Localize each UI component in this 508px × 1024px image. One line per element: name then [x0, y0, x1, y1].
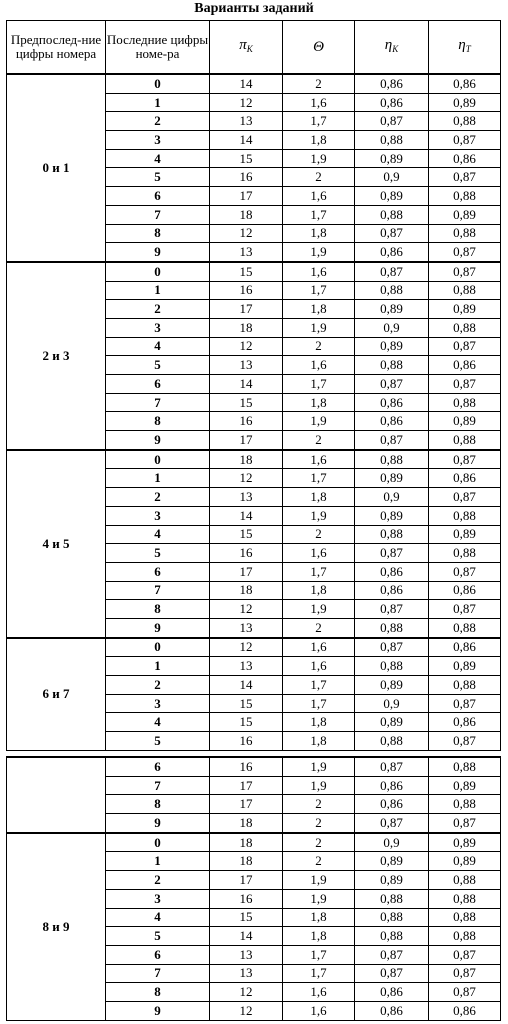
- theta-cell: 1,8: [283, 393, 355, 412]
- theta-cell: 1,9: [283, 889, 355, 908]
- eta-t-cell: 0,86: [429, 356, 501, 375]
- pi-k-cell: 15: [210, 149, 283, 168]
- pi-k-cell: 17: [210, 431, 283, 450]
- pi-k-cell: 17: [210, 187, 283, 206]
- eta-t-cell: 0,88: [429, 318, 501, 337]
- eta-k-cell: 0,89: [355, 187, 429, 206]
- pi-k-cell: 18: [210, 205, 283, 224]
- pi-k-cell: 15: [210, 694, 283, 713]
- header-last-digits: Последние цифры номе-ра: [106, 21, 210, 75]
- eta-k-cell: 0,86: [355, 1001, 429, 1020]
- theta-cell: 1,9: [283, 149, 355, 168]
- group-label-cell: 8 и 9: [7, 833, 106, 1020]
- last-digit-cell: 2: [106, 871, 210, 890]
- last-digit-cell: 9: [106, 431, 210, 450]
- pi-k-cell: 17: [210, 776, 283, 795]
- table-row: [7, 638, 501, 657]
- last-digit-cell: 0: [106, 638, 210, 657]
- pi-k-cell: 16: [210, 412, 283, 431]
- eta-k-cell: 0,88: [355, 281, 429, 300]
- theta-cell: 1,6: [283, 262, 355, 281]
- eta-t-cell: 0,86: [429, 469, 501, 488]
- eta-k-cell: 0,87: [355, 224, 429, 243]
- last-digit-cell: 9: [106, 1001, 210, 1020]
- page-title: Варианты заданий: [194, 1, 314, 16]
- pi-k-cell: 12: [210, 1001, 283, 1020]
- last-digit-cell: 7: [106, 581, 210, 600]
- eta-t-cell: 0,88: [429, 757, 501, 776]
- pi-k-cell: 16: [210, 757, 283, 776]
- eta-k-cell: 0,88: [355, 657, 429, 676]
- eta-k-cell: 0,89: [355, 506, 429, 525]
- theta-cell: 2: [283, 795, 355, 814]
- eta-k-cell: 0,88: [355, 732, 429, 751]
- eta-k-cell: 0,9: [355, 694, 429, 713]
- last-digit-cell: 1: [106, 852, 210, 871]
- theta-cell: 1,8: [283, 300, 355, 319]
- eta-t-cell: 0,88: [429, 393, 501, 412]
- eta-k-cell: 0,86: [355, 562, 429, 581]
- last-digit-cell: 2: [106, 300, 210, 319]
- pi-k-cell: 14: [210, 927, 283, 946]
- pi-k-cell: 12: [210, 638, 283, 657]
- theta-cell: 1,7: [283, 694, 355, 713]
- theta-cell: 1,7: [283, 562, 355, 581]
- pi-k-cell: 14: [210, 506, 283, 525]
- eta-t-cell: 0,87: [429, 562, 501, 581]
- eta-k-cell: 0,87: [355, 757, 429, 776]
- last-digit-cell: 0: [106, 833, 210, 852]
- pi-k-cell: 12: [210, 469, 283, 488]
- eta-k-cell: 0,88: [355, 450, 429, 469]
- eta-k-cell: 0,88: [355, 927, 429, 946]
- pi-k-cell: 17: [210, 795, 283, 814]
- eta-k-cell: 0,87: [355, 262, 429, 281]
- theta-cell: 1,9: [283, 757, 355, 776]
- last-digit-cell: 3: [106, 694, 210, 713]
- eta-t-cell: 0,89: [429, 833, 501, 852]
- header-pi-k: $\pi_K$: [210, 21, 283, 75]
- pi-k-cell: 12: [210, 224, 283, 243]
- last-digit-cell: 1: [106, 281, 210, 300]
- last-digit-cell: 2: [106, 488, 210, 507]
- eta-t-cell: 0,88: [429, 795, 501, 814]
- table-row: [7, 833, 501, 852]
- header-eta-t: $\eta_T$: [429, 21, 501, 75]
- theta-cell: 2: [283, 168, 355, 187]
- group-label-cell: 0 и 1: [7, 74, 106, 262]
- last-digit-cell: 8: [106, 983, 210, 1002]
- eta-t-cell: 0,89: [429, 412, 501, 431]
- eta-k-cell: 0,87: [355, 945, 429, 964]
- eta-t-cell: 0,89: [429, 205, 501, 224]
- theta-cell: 1,8: [283, 131, 355, 150]
- pi-k-cell: 12: [210, 983, 283, 1002]
- eta-k-cell: 0,86: [355, 243, 429, 262]
- theta-cell: 2: [283, 74, 355, 93]
- eta-t-cell: 0,87: [429, 964, 501, 983]
- eta-k-cell: 0,89: [355, 469, 429, 488]
- pi-k-cell: 18: [210, 852, 283, 871]
- group-label-cell: 6 и 7: [7, 638, 106, 751]
- last-digit-cell: 0: [106, 262, 210, 281]
- last-digit-cell: 8: [106, 795, 210, 814]
- eta-k-cell: 0,86: [355, 776, 429, 795]
- theta-cell: 1,9: [283, 412, 355, 431]
- last-digit-cell: 7: [106, 205, 210, 224]
- theta-cell: 2: [283, 431, 355, 450]
- table-row: [7, 262, 501, 281]
- eta-t-cell: 0,88: [429, 618, 501, 637]
- pi-k-cell: 13: [210, 945, 283, 964]
- eta-t-cell: 0,87: [429, 600, 501, 619]
- table-row: [7, 757, 501, 776]
- eta-k-cell: 0,88: [355, 205, 429, 224]
- eta-t-cell: 0,89: [429, 657, 501, 676]
- last-digit-cell: 9: [106, 618, 210, 637]
- eta-k-cell: 0,87: [355, 431, 429, 450]
- eta-t-cell: 0,87: [429, 168, 501, 187]
- pi-k-cell: 13: [210, 243, 283, 262]
- table-row: [7, 74, 501, 93]
- last-digit-cell: 9: [106, 814, 210, 833]
- theta-cell: 1,9: [283, 318, 355, 337]
- theta-cell: 1,8: [283, 732, 355, 751]
- header-penultimate-digits: Предпослед-ние цифры номера: [7, 21, 106, 75]
- group-label-cell: 4 и 5: [7, 450, 106, 638]
- last-digit-cell: 9: [106, 243, 210, 262]
- theta-cell: 1,6: [283, 93, 355, 112]
- theta-cell: 1,6: [283, 983, 355, 1002]
- eta-t-cell: 0,89: [429, 852, 501, 871]
- last-digit-cell: 2: [106, 112, 210, 131]
- theta-cell: 2: [283, 618, 355, 637]
- pi-k-cell: 13: [210, 356, 283, 375]
- last-digit-cell: 4: [106, 525, 210, 544]
- pi-k-cell: 15: [210, 908, 283, 927]
- theta-cell: 2: [283, 833, 355, 852]
- pi-k-cell: 18: [210, 581, 283, 600]
- eta-t-cell: 0,88: [429, 224, 501, 243]
- eta-k-cell: 0,87: [355, 638, 429, 657]
- pi-k-cell: 15: [210, 262, 283, 281]
- last-digit-cell: 5: [106, 732, 210, 751]
- last-digit-cell: 1: [106, 469, 210, 488]
- eta-t-cell: 0,88: [429, 544, 501, 563]
- last-digit-cell: 3: [106, 318, 210, 337]
- pi-k-cell: 13: [210, 657, 283, 676]
- eta-k-cell: 0,88: [355, 889, 429, 908]
- last-digit-cell: 6: [106, 187, 210, 206]
- eta-t-cell: 0,87: [429, 450, 501, 469]
- theta-cell: 1,8: [283, 908, 355, 927]
- last-digit-cell: 3: [106, 506, 210, 525]
- eta-t-cell: 0,86: [429, 713, 501, 732]
- eta-t-cell: 0,87: [429, 131, 501, 150]
- pi-k-cell: 16: [210, 732, 283, 751]
- header-theta: Θ: [283, 21, 355, 75]
- pi-k-cell: 14: [210, 74, 283, 93]
- eta-k-cell: 0,87: [355, 112, 429, 131]
- eta-k-cell: 0,88: [355, 525, 429, 544]
- eta-k-cell: 0,86: [355, 74, 429, 93]
- eta-k-cell: 0,89: [355, 713, 429, 732]
- pi-k-cell: 15: [210, 525, 283, 544]
- last-digit-cell: 6: [106, 945, 210, 964]
- last-digit-cell: 4: [106, 149, 210, 168]
- last-digit-cell: 1: [106, 93, 210, 112]
- eta-t-cell: 0,88: [429, 112, 501, 131]
- theta-cell: 1,9: [283, 776, 355, 795]
- theta-cell: 1,7: [283, 375, 355, 394]
- pi-k-cell: 17: [210, 871, 283, 890]
- last-digit-cell: 5: [106, 356, 210, 375]
- last-digit-cell: 8: [106, 600, 210, 619]
- pi-k-cell: 13: [210, 488, 283, 507]
- eta-k-cell: 0,9: [355, 833, 429, 852]
- eta-t-cell: 0,89: [429, 525, 501, 544]
- theta-cell: 1,6: [283, 450, 355, 469]
- header-row: [7, 21, 501, 75]
- eta-t-cell: 0,87: [429, 983, 501, 1002]
- eta-t-cell: 0,88: [429, 908, 501, 927]
- eta-k-cell: 0,88: [355, 618, 429, 637]
- eta-k-cell: 0,87: [355, 544, 429, 563]
- eta-t-cell: 0,87: [429, 694, 501, 713]
- eta-k-cell: 0,88: [355, 131, 429, 150]
- theta-cell: 1,7: [283, 281, 355, 300]
- eta-k-cell: 0,88: [355, 356, 429, 375]
- last-digit-cell: 6: [106, 562, 210, 581]
- theta-cell: 1,8: [283, 927, 355, 946]
- pi-k-cell: 18: [210, 814, 283, 833]
- eta-t-cell: 0,89: [429, 93, 501, 112]
- eta-k-cell: 0,86: [355, 795, 429, 814]
- eta-k-cell: 0,86: [355, 983, 429, 1002]
- variants-table: [6, 20, 501, 751]
- eta-k-cell: 0,87: [355, 600, 429, 619]
- eta-t-cell: 0,87: [429, 488, 501, 507]
- last-digit-cell: 3: [106, 889, 210, 908]
- eta-t-cell: 0,87: [429, 814, 501, 833]
- eta-k-cell: 0,9: [355, 168, 429, 187]
- theta-cell: 2: [283, 852, 355, 871]
- pi-k-cell: 18: [210, 833, 283, 852]
- eta-t-cell: 0,86: [429, 638, 501, 657]
- last-digit-cell: 8: [106, 412, 210, 431]
- last-digit-cell: 1: [106, 657, 210, 676]
- theta-cell: 1,7: [283, 469, 355, 488]
- pi-k-cell: 18: [210, 318, 283, 337]
- pi-k-cell: 16: [210, 168, 283, 187]
- pi-k-cell: 14: [210, 375, 283, 394]
- pi-k-cell: 13: [210, 964, 283, 983]
- last-digit-cell: 0: [106, 450, 210, 469]
- pi-k-cell: 12: [210, 337, 283, 356]
- theta-cell: 1,9: [283, 506, 355, 525]
- last-digit-cell: 4: [106, 908, 210, 927]
- last-digit-cell: 7: [106, 964, 210, 983]
- eta-t-cell: 0,87: [429, 243, 501, 262]
- pi-k-cell: 14: [210, 131, 283, 150]
- last-digit-cell: 5: [106, 544, 210, 563]
- last-digit-cell: 3: [106, 131, 210, 150]
- eta-t-cell: 0,88: [429, 431, 501, 450]
- last-digit-cell: 4: [106, 337, 210, 356]
- last-digit-cell: 6: [106, 757, 210, 776]
- theta-cell: 1,6: [283, 638, 355, 657]
- eta-k-cell: 0,89: [355, 149, 429, 168]
- table-row: [7, 450, 501, 469]
- theta-cell: 1,7: [283, 945, 355, 964]
- last-digit-cell: 7: [106, 776, 210, 795]
- pi-k-cell: 18: [210, 450, 283, 469]
- pi-k-cell: 16: [210, 889, 283, 908]
- theta-cell: 1,8: [283, 581, 355, 600]
- theta-cell: 1,9: [283, 600, 355, 619]
- eta-t-cell: 0,89: [429, 300, 501, 319]
- pi-k-cell: 16: [210, 281, 283, 300]
- eta-k-cell: 0,86: [355, 93, 429, 112]
- eta-t-cell: 0,87: [429, 337, 501, 356]
- eta-t-cell: 0,86: [429, 581, 501, 600]
- pi-k-cell: 13: [210, 112, 283, 131]
- theta-cell: 2: [283, 337, 355, 356]
- theta-cell: 1,8: [283, 713, 355, 732]
- group-label-cell: [7, 757, 106, 833]
- group-label-cell: 2 и 3: [7, 262, 106, 450]
- theta-cell: 2: [283, 525, 355, 544]
- eta-k-cell: 0,89: [355, 676, 429, 695]
- pi-k-cell: 15: [210, 393, 283, 412]
- theta-cell: 1,6: [283, 1001, 355, 1020]
- theta-cell: 2: [283, 814, 355, 833]
- pi-k-cell: 12: [210, 600, 283, 619]
- theta-cell: 1,7: [283, 112, 355, 131]
- pi-k-cell: 15: [210, 713, 283, 732]
- eta-t-cell: 0,88: [429, 676, 501, 695]
- eta-t-cell: 0,87: [429, 375, 501, 394]
- eta-t-cell: 0,88: [429, 187, 501, 206]
- pi-k-cell: 14: [210, 676, 283, 695]
- eta-k-cell: 0,9: [355, 488, 429, 507]
- theta-cell: 1,7: [283, 964, 355, 983]
- eta-k-cell: 0,89: [355, 300, 429, 319]
- eta-k-cell: 0,86: [355, 581, 429, 600]
- eta-t-cell: 0,88: [429, 281, 501, 300]
- theta-cell: 1,8: [283, 488, 355, 507]
- theta-cell: 1,6: [283, 544, 355, 563]
- last-digit-cell: 2: [106, 676, 210, 695]
- eta-k-cell: 0,89: [355, 337, 429, 356]
- pi-k-cell: 17: [210, 300, 283, 319]
- theta-cell: 1,7: [283, 676, 355, 695]
- theta-cell: 1,6: [283, 657, 355, 676]
- eta-k-cell: 0,87: [355, 814, 429, 833]
- eta-t-cell: 0,88: [429, 889, 501, 908]
- eta-t-cell: 0,88: [429, 927, 501, 946]
- last-digit-cell: 0: [106, 74, 210, 93]
- eta-t-cell: 0,86: [429, 74, 501, 93]
- pi-k-cell: 12: [210, 93, 283, 112]
- eta-t-cell: 0,87: [429, 732, 501, 751]
- eta-k-cell: 0,88: [355, 908, 429, 927]
- eta-t-cell: 0,88: [429, 871, 501, 890]
- variants-table-continued: [6, 756, 501, 1021]
- eta-k-cell: 0,89: [355, 852, 429, 871]
- eta-k-cell: 0,86: [355, 412, 429, 431]
- last-digit-cell: 7: [106, 393, 210, 412]
- eta-k-cell: 0,87: [355, 375, 429, 394]
- eta-t-cell: 0,88: [429, 506, 501, 525]
- theta-cell: 1,9: [283, 243, 355, 262]
- header-eta-k: $\eta_K$: [355, 21, 429, 75]
- eta-k-cell: 0,89: [355, 871, 429, 890]
- last-digit-cell: 6: [106, 375, 210, 394]
- theta-cell: 1,9: [283, 871, 355, 890]
- last-digit-cell: 8: [106, 224, 210, 243]
- eta-k-cell: 0,86: [355, 393, 429, 412]
- theta-cell: 1,8: [283, 224, 355, 243]
- pi-k-cell: 16: [210, 544, 283, 563]
- eta-k-cell: 0,9: [355, 318, 429, 337]
- theta-cell: 1,6: [283, 187, 355, 206]
- last-digit-cell: 5: [106, 927, 210, 946]
- last-digit-cell: 5: [106, 168, 210, 187]
- pi-k-cell: 13: [210, 618, 283, 637]
- eta-t-cell: 0,89: [429, 776, 501, 795]
- theta-cell: 1,6: [283, 356, 355, 375]
- eta-t-cell: 0,87: [429, 945, 501, 964]
- eta-t-cell: 0,86: [429, 149, 501, 168]
- theta-cell: 1,7: [283, 205, 355, 224]
- eta-t-cell: 0,87: [429, 262, 501, 281]
- eta-t-cell: 0,86: [429, 1001, 501, 1020]
- last-digit-cell: 4: [106, 713, 210, 732]
- pi-k-cell: 17: [210, 562, 283, 581]
- eta-k-cell: 0,87: [355, 964, 429, 983]
